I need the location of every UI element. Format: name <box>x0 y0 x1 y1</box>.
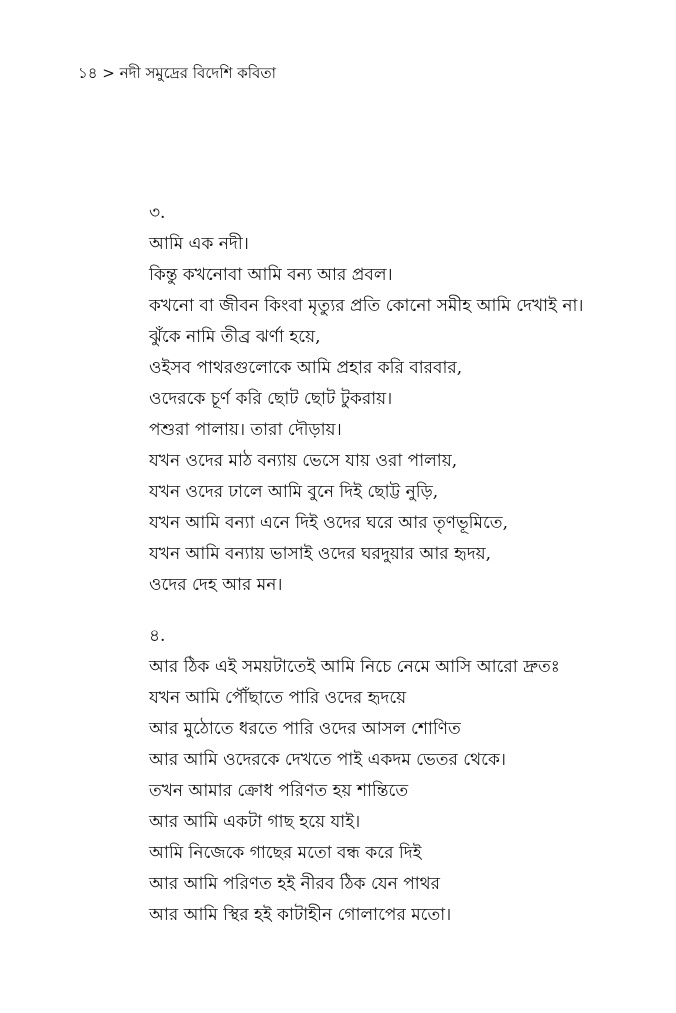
poem-line: ঝুঁকে নামি তীব্র ঝর্ণা হয়ে, <box>149 327 321 347</box>
poem-line: কিন্তু কখনোবা আমি বন্য আর প্রবল। <box>149 265 393 285</box>
poem-line: আর মুঠোতে ধরতে পারি ওদের আসল শোণিত <box>149 719 461 739</box>
poem-line: যখন ওদের মাঠ বন্যায় ভেসে যায় ওরা পালায়, <box>149 451 458 471</box>
poem-line: ওদের দেহ আর মন। <box>149 575 283 595</box>
poem-line: আমি নিজেকে গাছের মতো বন্ধ করে দিই <box>149 843 422 863</box>
poem-line: আর ঠিক এই সময়টাতেই আমি নিচে নেমে আসি আরো দ্রুতঃ <box>149 657 560 677</box>
stanza-4 <box>149 621 649 931</box>
poem-line: ওইসব পাথরগুলোকে আমি প্রহার করি বারবার, <box>149 358 463 378</box>
poem-line: পশুরা পালায়। তারা দৌড়ায়। <box>149 420 342 440</box>
poem-line: যখন আমি বন্যায় ভাসাই ওদের ঘরদুয়ার আর হৃদয়, <box>149 544 492 564</box>
header-separator: > <box>102 64 115 82</box>
stanza-number: ৩. <box>149 203 166 223</box>
poem-line: যখন আমি পৌঁছাতে পারি ওদের হৃদয়ে <box>149 688 407 708</box>
poem-line: আর আমি পরিণত হই নীরব ঠিক যেন পাথর <box>149 874 441 894</box>
stanza-number: ৪. <box>149 626 166 646</box>
poem-line: তখন আমার ক্রোধ পরিণত হয় শান্তিতে <box>149 781 409 801</box>
poem-line: ওদেরকে চূর্ণ করি ছোট ছোট টুকরায়। <box>149 389 393 409</box>
page-number: ১৪ <box>78 64 98 82</box>
stanza-3 <box>149 198 649 601</box>
poem-line: আমি এক নদী। <box>149 234 249 254</box>
book-title: নদী সমুদ্রের বিদেশি কবিতা <box>119 64 276 82</box>
poem-line: কখনো বা জীবন কিংবা মৃত্যুর প্রতি কোনো সমীহ আমি দেখাই না। <box>149 296 584 316</box>
poem-line: আর আমি একটা গাছ হয়ে যাই। <box>149 812 361 832</box>
poem-line: আর আমি স্থির হই কাটাহীন গোলাপের মতো। <box>149 905 452 925</box>
running-header <box>78 60 276 86</box>
poem-line: যখন ওদের ঢালে আমি বুনে দিই ছোট্ট নুড়ি, <box>149 482 439 502</box>
poem-line: আর আমি ওদেরকে দেখতে পাই একদম ভেতর থেকে। <box>149 750 506 770</box>
poem-line: যখন আমি বন্যা এনে দিই ওদের ঘরে আর তৃণভূমিতে, <box>149 513 508 533</box>
